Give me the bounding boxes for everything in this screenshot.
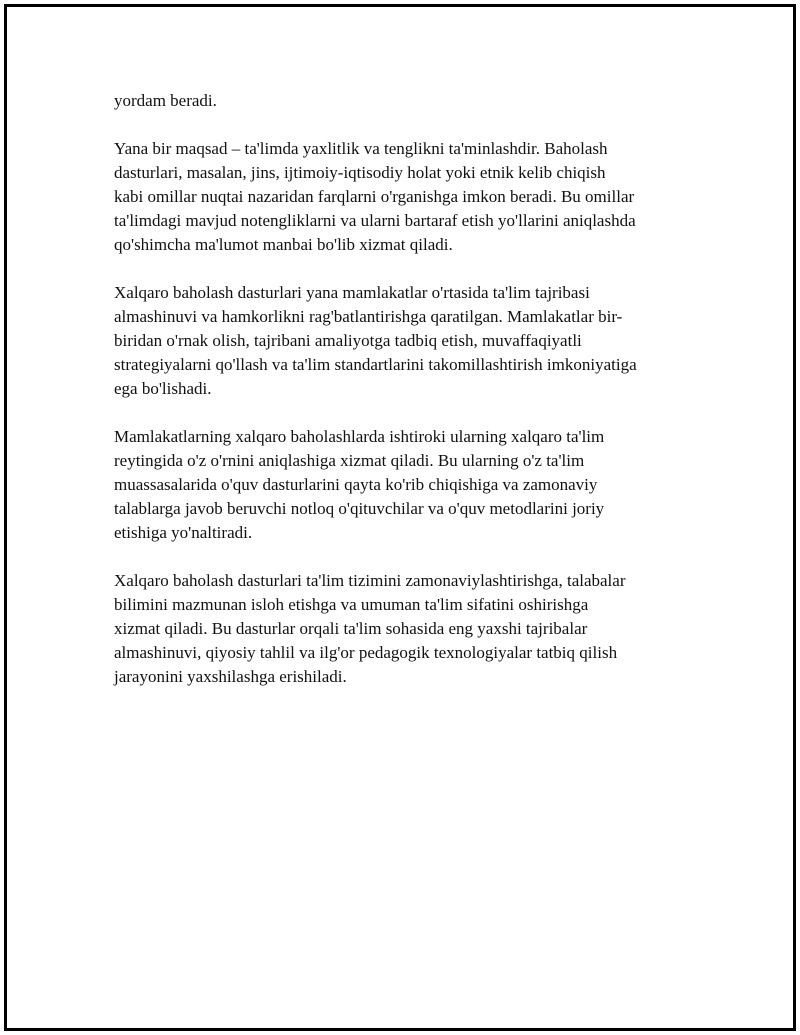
text-line: kabi omillar nuqtai nazaridan farqlarni o'rganishga imkon beradi. Bu omillar [114,187,635,206]
text-line: xizmat qiladi. Bu dasturlar orqali ta'lim sohasida eng yaxshi tajribalar [114,619,588,638]
text-line: Yana bir maqsad – ta'limda yaxlitlik va tenglikni ta'minlashdir. Baholash [114,139,608,158]
text-line: ta'limdagi mavjud notengliklarni va ularni bartaraf etish yo'llarini aniqlashda [114,211,636,230]
document-body [114,89,694,713]
text-line: ega bo'lishadi. [114,379,212,398]
paragraph [114,425,694,545]
text-line: etishiga yo'naltiradi. [114,523,253,542]
text-line: talablarga javob beruvchi notloq o'qituvchilar va o'quv metodlarini joriy [114,499,605,518]
text-line: reytingida o'z o'rnini aniqlashiga xizmat qiladi. Bu ularning o'z ta'lim [114,451,585,470]
text-line: jarayonini yaxshilashga erishiladi. [114,667,347,686]
text-line: almashinuvi, qiyosiy tahlil va ilg'or pedagogik texnologiyalar tatbiq qilish [114,643,618,662]
text-line: biridan o'rnak olish, tajribani amaliyotga tadbiq etish, muvaffaqiyatli [114,331,582,350]
text-line: bilimini mazmunan isloh etishga va umuman ta'lim sifatini oshirishga [114,595,589,614]
text-line: dasturlari, masalan, jins, ijtimoiy-iqtisodiy holat yoki etnik kelib chiqish [114,163,606,182]
text-line: qo'shimcha ma'lumot manbai bo'lib xizmat qiladi. [114,235,453,254]
paragraph [114,137,694,257]
paragraph [114,569,694,689]
text-line: strategiyalarni qo'llash va ta'lim standartlarini takomillashtirish imkoniyatiga [114,355,637,374]
text-line: Xalqaro baholash dasturlari yana mamlakatlar o'rtasida ta'lim tajribasi [114,283,590,302]
text-line: Mamlakatlarning xalqaro baholashlarda ishtiroki ularning xalqaro ta'lim [114,427,605,446]
text-line: almashinuvi va hamkorlikni rag'batlantirishga qaratilgan. Mamlakatlar bir- [114,307,623,326]
paragraph [114,89,694,113]
paragraph [114,281,694,401]
text-line: yordam beradi. [114,91,217,110]
text-line: muassasalarida o'quv dasturlarini qayta ko'rib chiqishiga va zamonaviy [114,475,598,494]
text-line: Xalqaro baholash dasturlari ta'lim tizimini zamonaviylashtirishga, talabalar [114,571,626,590]
